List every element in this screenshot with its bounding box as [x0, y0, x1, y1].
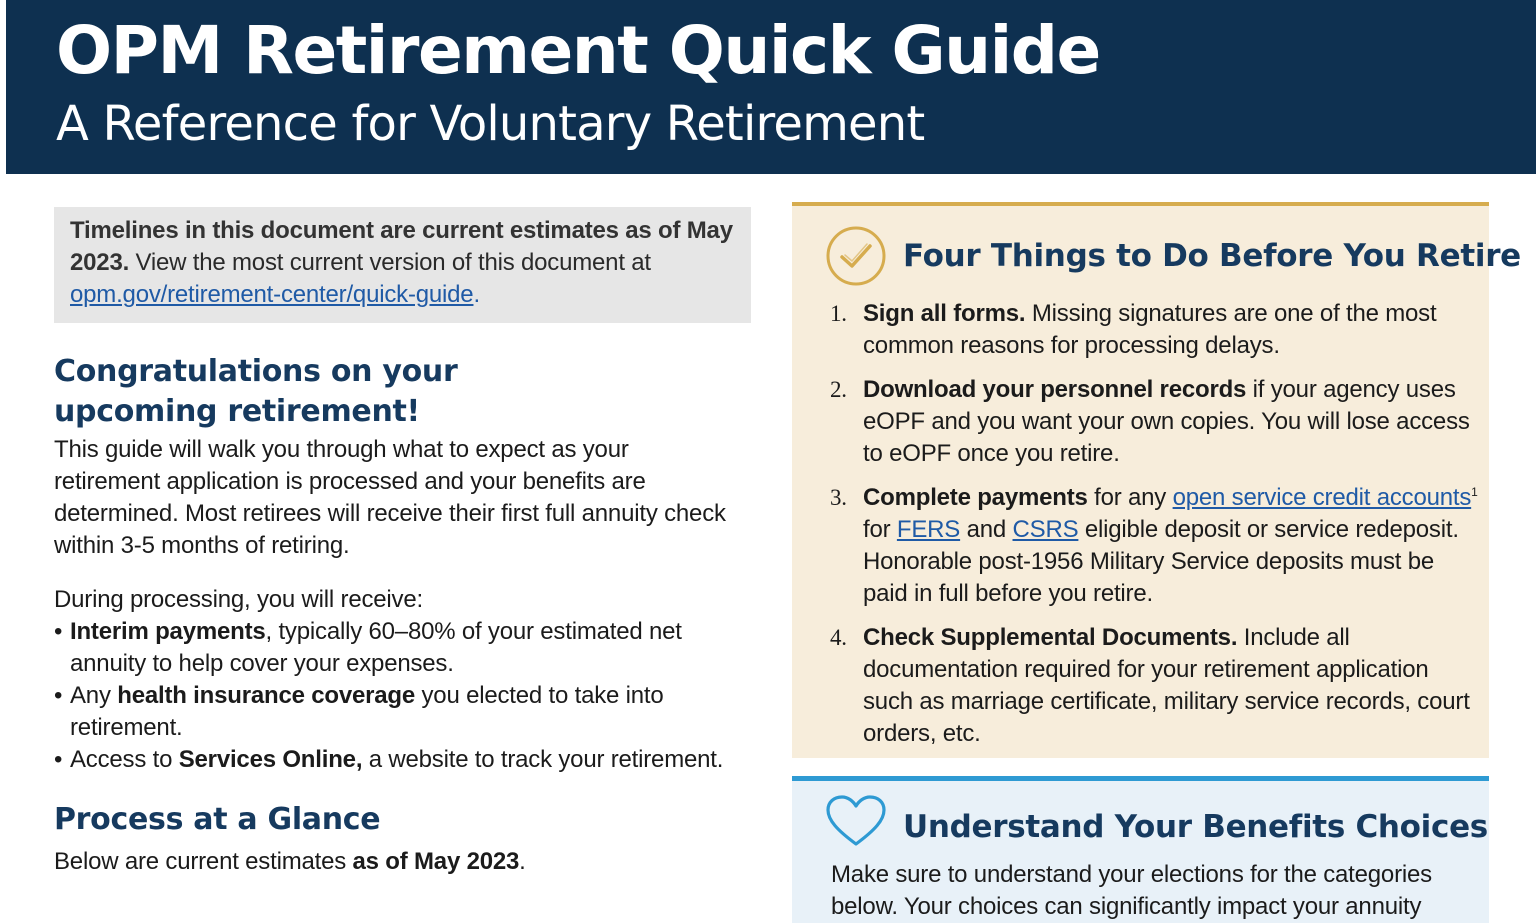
timeline-notice — [54, 207, 751, 323]
processing-intro: During processing, you will receive: — [54, 586, 423, 613]
congrats-heading-line2: upcoming retirement! — [54, 394, 420, 429]
congrats-section — [54, 352, 764, 562]
list-item: 2. Download your personnel records if your agency uses eOPF and you want your own copies. You will lose access to eOPF once you retire. — [830, 376, 1470, 467]
four-things-list — [828, 298, 1478, 762]
header-banner — [6, 0, 1536, 174]
csrs-link[interactable]: CSRS — [1012, 516, 1079, 543]
page-subtitle: A Reference for Voluntary Retirement — [56, 96, 925, 152]
notice-end: . — [473, 281, 480, 308]
notice-text: View the most current version of this document at — [129, 249, 651, 276]
benefits-box — [792, 776, 1489, 923]
congrats-heading-line1: Congratulations on your — [54, 354, 458, 389]
benefits-text: Make sure to understand your elections for the categories below. Your choices can significantly impact your annuity — [831, 861, 1432, 920]
page-title: OPM Retirement Quick Guide — [56, 12, 1100, 89]
list-item: • Any health insurance coverage you elected to take into retirement. — [54, 680, 710, 744]
checkmark-circle-icon — [825, 225, 887, 287]
list-item: 1. Sign all forms. Missing signatures are one of the most common reasons for processing delays. — [830, 300, 1437, 359]
four-things-box — [792, 202, 1521, 758]
glance-text: Below are current estimates as of May 2023. — [54, 848, 526, 875]
fers-link[interactable]: FERS — [896, 516, 961, 543]
footnote-marker: 1 — [1471, 485, 1478, 499]
list-item: 3. Complete payments for any open service credit accounts$^1$ for FERS and CSRS eligible deposit or service redeposit. Honorable post-1956 Military Service deposits must be paid in full before you retire. — [830, 484, 1478, 607]
list-item: • Interim payments, typically 60–80% of your estimated net annuity to help cover your expenses. — [54, 616, 710, 680]
quick-guide-link[interactable]: opm.gov/retirement-center/quick-guide — [70, 281, 474, 308]
service-credit-link[interactable]: open service credit accounts — [1172, 484, 1472, 511]
processing-list — [54, 616, 764, 776]
notice-bold: Timelines in this document are current estimates as of May 2023. — [70, 217, 733, 276]
glance-heading: Process at a Glance — [54, 802, 381, 837]
heart-icon — [825, 794, 887, 848]
list-item: • Access to Services Online, a website to track your retirement. — [54, 744, 770, 776]
glance-section — [54, 800, 764, 878]
four-things-title: Four Things to Do Before You Retire — [903, 238, 1521, 274]
congrats-paragraph: This guide will walk you through what to expect as your retirement application is processed and your benefits are determined. Most retirees will receive their first full annuity check within 3-5 months of retiring. — [54, 436, 726, 559]
list-item: 4. Check Supplemental Documents. Include all documentation required for your retirement application such as marriage certificate, military service records, court orders, etc. — [830, 624, 1470, 747]
processing-section — [54, 584, 764, 776]
benefits-title: Understand Your Benefits Choices — [903, 809, 1488, 845]
